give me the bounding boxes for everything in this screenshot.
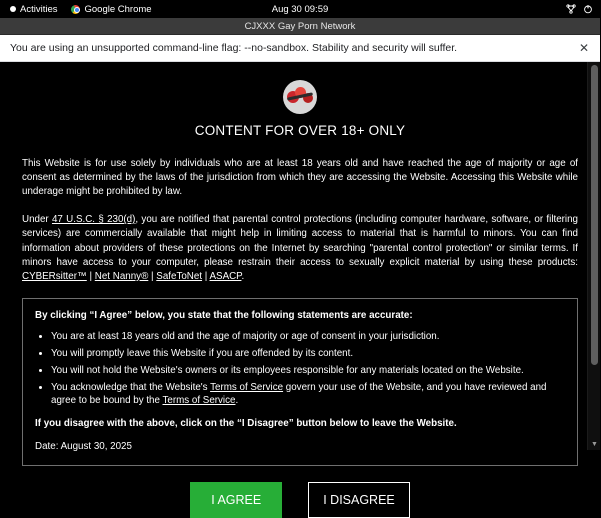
agreement-box xyxy=(22,298,578,466)
window-title: CJXXX Gay Porn Network xyxy=(244,20,356,32)
filter-link-safetonet[interactable]: SafeToNet xyxy=(156,270,203,282)
list-item: • You will not hold the Website's owners or its employees responsible for any materials located on the Website. xyxy=(51,364,565,378)
agreement-bullet-list xyxy=(35,330,565,408)
list-item-terms xyxy=(51,381,565,408)
agreement-lead: By clicking “I Agree” below, you state that the following statements are accurate: xyxy=(35,310,413,322)
filter-link-cybersitter[interactable]: CYBERsitter™ xyxy=(22,270,87,282)
close-icon[interactable]: ✕ xyxy=(578,41,590,55)
statute-body: , you are notified that parental control protections (including computer hardware, software, or filtering services) are commercially available that might help in limiting access to material that is harmful to minors. You can find information about providers of these protections on the Internet by searching "parental control protection" or similar terms. If minors have access to your computer, please restrain their access to sexually explicit material by using these products: xyxy=(22,214,578,268)
vertical-scrollbar[interactable] xyxy=(587,62,600,450)
browser-viewport xyxy=(0,62,600,508)
separator-3: | xyxy=(202,270,210,282)
terms-of-service-link-2[interactable]: Terms of Service xyxy=(162,395,236,407)
site-logo xyxy=(283,80,317,114)
statute-prefix: Under xyxy=(22,214,52,226)
infobar-message: You are using an unsupported command-line flag: --no-sandbox. Stability and security will suffer. xyxy=(10,42,458,54)
activities-label: Activities xyxy=(20,3,58,15)
page-title: CONTENT FOR OVER 18+ ONLY xyxy=(194,123,406,138)
age-statement-paragraph: This Website is for use solely by individuals who are at least 18 years old and have reached the age of majority or age of consent as determined by the laws of the jurisdiction from which they are accessing the Website. Accessing this Website while underage might be prohibited by law. xyxy=(22,157,578,197)
filter-link-netnanny[interactable]: Net Nanny® xyxy=(94,270,149,282)
chrome-app-label: Google Chrome xyxy=(84,3,152,15)
statute-link[interactable]: 47 U.S.C. § 230(d) xyxy=(51,214,136,226)
separator-2: | xyxy=(148,270,157,282)
tos-middle: govern your use of the Website, and you have reviewed and agree to be bound by the xyxy=(51,381,547,407)
filter-link-asacp[interactable]: ASACP xyxy=(209,270,242,282)
scrollbar-thumb[interactable] xyxy=(591,65,598,365)
tos-prefix: You acknowledge that the Website's xyxy=(51,381,211,393)
terms-of-service-link-1[interactable]: Terms of Service xyxy=(210,381,284,393)
window-title-bar xyxy=(0,18,600,35)
parental-controls-paragraph xyxy=(22,213,578,284)
disagree-button[interactable]: I DISAGREE xyxy=(308,482,410,518)
disagree-instruction: If you disagree with the above, click on the “I Disagree” button below to leave the Website. xyxy=(35,417,457,429)
filters-end: . xyxy=(241,270,245,282)
tos-end: . xyxy=(235,395,239,407)
age-verification-page xyxy=(0,62,600,508)
chrome-infobar xyxy=(0,35,600,62)
site-logo-wrapper xyxy=(22,80,578,114)
clock[interactable]: Aug 30 09:59 xyxy=(271,3,329,15)
system-top-bar xyxy=(0,0,600,18)
action-button-row xyxy=(22,482,578,518)
scroll-down-arrow-icon[interactable]: ▼ xyxy=(591,441,598,448)
list-item: • You will promptly leave this Website if you are offended by its content. xyxy=(51,347,565,361)
agree-button[interactable]: I AGREE xyxy=(190,482,282,518)
separator-1: | xyxy=(86,270,95,282)
list-item: • You are at least 18 years old and the age of majority or age of consent in your jurisdiction. xyxy=(51,330,565,344)
date-stamp: Date: August 30, 2025 xyxy=(35,441,132,453)
